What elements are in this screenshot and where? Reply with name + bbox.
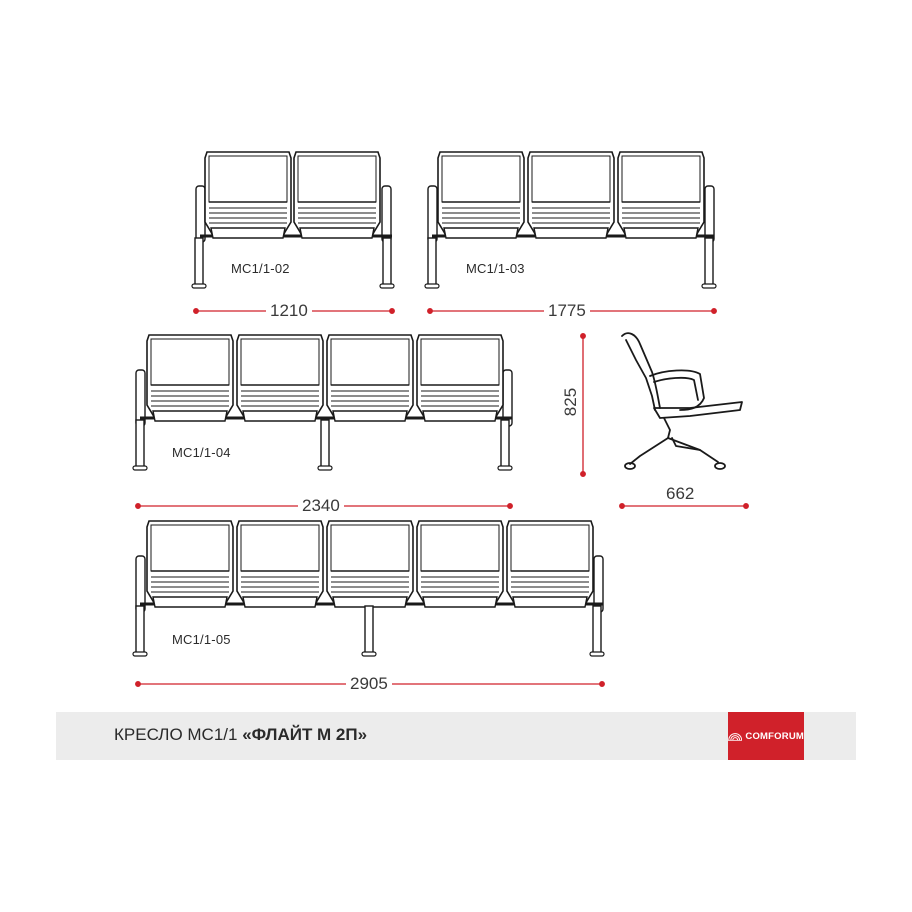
- bench-mc1-1-02: [192, 152, 394, 288]
- dimension-width-03: 1775: [544, 301, 590, 321]
- dimension-width-02: 1210: [266, 301, 312, 321]
- product-title-name: «ФЛАЙТ М 2П»: [242, 725, 368, 744]
- model-label-03: МС1/1-03: [466, 261, 525, 276]
- sunrise-icon: [728, 730, 742, 742]
- product-title-prefix: КРЕСЛО МС1/1: [114, 725, 243, 744]
- brand-name: COMFORUM: [745, 730, 804, 742]
- model-label-04: МС1/1-04: [172, 445, 231, 460]
- chair-side-view: [622, 333, 742, 469]
- brand-logo: [728, 712, 804, 760]
- dimension-width-04: 2340: [298, 496, 344, 516]
- dimension-depth: 662: [662, 484, 698, 504]
- model-label-02: МС1/1-02: [231, 261, 290, 276]
- model-label-05: МС1/1-05: [172, 632, 231, 647]
- product-title: [114, 725, 367, 745]
- dimension-width-05: 2905: [346, 674, 392, 694]
- footer-bar: [56, 712, 856, 760]
- dimension-height: 825: [561, 385, 581, 419]
